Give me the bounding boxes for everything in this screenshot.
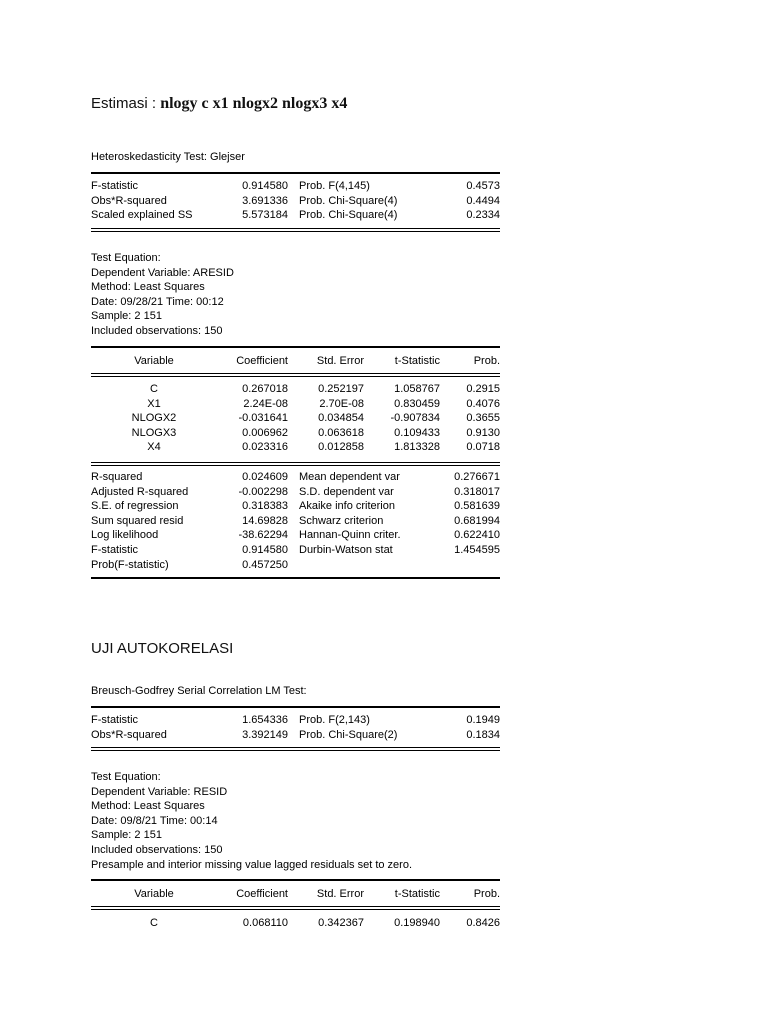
het-test-equation-info — [91, 251, 234, 339]
coefficient-value: 0.023316 — [242, 441, 288, 454]
std-error-value: 2.70E-08 — [319, 397, 364, 410]
variable-name: NLOGX2 — [131, 412, 177, 425]
summary-value: 0.318017 — [454, 485, 500, 498]
header-std-error: Std. Error — [316, 355, 364, 367]
summary-label: Adjusted R-squared — [91, 485, 189, 498]
header-prob: Prob. — [473, 355, 500, 367]
header-t-statistic: t-Statistic — [394, 888, 440, 900]
summary-label: R-squared — [91, 471, 143, 483]
summary-value: 0.318383 — [242, 500, 288, 513]
info-line: Dependent Variable: ARESID — [91, 266, 234, 279]
summary-label: F-statistic — [91, 544, 139, 556]
stat-label: F-statistic — [91, 714, 139, 726]
summary-label: Log likelihood — [91, 529, 159, 542]
prob-value: 0.4573 — [466, 180, 500, 192]
prob-label: Prob. Chi-Square(4) — [299, 194, 398, 207]
info-line: Dependent Variable: RESID — [91, 785, 228, 798]
info-line: Date: 09/8/21 Time: 00:14 — [91, 814, 218, 827]
rule — [91, 906, 500, 907]
rule — [91, 462, 500, 463]
summary-label: Hannan-Quinn criter. — [299, 529, 401, 542]
summary-label: S.E. of regression — [91, 500, 179, 513]
rule — [91, 750, 500, 751]
stat-value: 3.392149 — [242, 728, 288, 741]
summary-value: -38.62294 — [238, 529, 288, 542]
prob-value: 0.8426 — [466, 917, 500, 929]
header-coefficient: Coefficient — [236, 888, 288, 900]
prob-value: 0.9130 — [466, 426, 500, 439]
summary-value: 0.276671 — [454, 471, 500, 483]
summary-value: 14.69828 — [242, 514, 288, 527]
t-statistic-value: 0.109433 — [394, 426, 440, 439]
summary-label: Schwarz criterion — [299, 514, 384, 527]
header-prob: Prob. — [473, 888, 500, 900]
rule — [91, 577, 500, 579]
variable-name: C — [150, 917, 158, 929]
prob-value: 0.1834 — [466, 728, 500, 741]
t-statistic-value: 1.813328 — [394, 441, 440, 454]
summary-label: Akaike info criterion — [299, 500, 395, 513]
summary-value: 0.681994 — [454, 514, 500, 527]
t-statistic-value: 0.198940 — [394, 917, 440, 929]
bg-test-equation-info — [91, 770, 412, 872]
stat-value: 5.573184 — [242, 209, 288, 222]
info-line: Presample and interior missing value lagged residuals set to zero. — [91, 858, 412, 871]
coefficient-value: 2.24E-08 — [243, 397, 288, 410]
prob-value: 0.2334 — [466, 209, 500, 222]
coefficient-value: 0.068110 — [242, 917, 288, 929]
heading-estimasi — [91, 95, 347, 113]
coefficient-value: -0.031641 — [238, 412, 288, 425]
stat-label: Obs*R-squared — [91, 194, 167, 207]
summary-label: Sum squared resid — [91, 514, 184, 527]
heading-equation: nlogy c x1 nlogx2 nlogx3 x4 — [160, 95, 348, 112]
bg-test-title: Breusch-Godfrey Serial Correlation LM Test: — [91, 685, 307, 697]
heading-uji-autokorelasi: UJI AUTOKORELASI — [91, 640, 234, 657]
prob-value: 0.4076 — [466, 397, 500, 410]
header-std-error: Std. Error — [316, 888, 364, 900]
prob-label: Prob. Chi-Square(4) — [299, 209, 398, 222]
prob-value: 0.3655 — [466, 412, 500, 425]
header-t-statistic: t-Statistic — [394, 355, 440, 367]
coefficient-value: 0.267018 — [242, 383, 288, 395]
header-variable: Variable — [134, 888, 174, 900]
variable-name: NLOGX3 — [131, 426, 177, 439]
header-coefficient: Coefficient — [236, 355, 288, 367]
rule — [91, 879, 500, 881]
prob-value: 0.0718 — [466, 441, 500, 454]
rule — [91, 346, 500, 348]
t-statistic-value: 0.830459 — [394, 397, 440, 410]
stat-value: 0.914580 — [242, 180, 288, 192]
rule — [91, 706, 500, 708]
summary-value: 0.024609 — [242, 471, 288, 483]
stat-label: Obs*R-squared — [91, 728, 167, 741]
info-line: Sample: 2 151 — [91, 829, 162, 842]
std-error-value: 0.034854 — [318, 412, 364, 425]
prob-value: 0.2915 — [466, 383, 500, 395]
variable-name: C — [150, 383, 158, 395]
summary-value: 1.454595 — [454, 544, 500, 556]
info-line: Date: 09/28/21 Time: 00:12 — [91, 295, 224, 308]
summary-label: Prob(F-statistic) — [91, 558, 169, 571]
header-variable: Variable — [134, 355, 174, 367]
std-error-value: 0.342367 — [318, 917, 364, 929]
info-line: Test Equation: — [91, 771, 161, 783]
rule — [91, 373, 500, 374]
stat-value: 3.691336 — [242, 194, 288, 207]
rule — [91, 172, 500, 174]
prob-value: 0.4494 — [466, 194, 500, 207]
info-line: Included observations: 150 — [91, 324, 223, 337]
summary-value: 0.622410 — [454, 529, 500, 542]
stat-label: F-statistic — [91, 180, 139, 192]
heading-prefix: Estimasi : — [91, 95, 161, 112]
prob-label: Prob. Chi-Square(2) — [299, 728, 398, 741]
rule — [91, 909, 500, 910]
info-line: Included observations: 150 — [91, 843, 223, 856]
info-line: Sample: 2 151 — [91, 310, 162, 323]
stat-label: Scaled explained SS — [91, 209, 193, 222]
variable-name: X1 — [147, 397, 161, 410]
summary-value: -0.002298 — [238, 485, 288, 498]
stat-value: 1.654336 — [242, 714, 288, 726]
std-error-value: 0.012858 — [318, 441, 364, 454]
std-error-value: 0.252197 — [318, 383, 364, 395]
rule — [91, 231, 500, 232]
info-line: Test Equation: — [91, 252, 161, 264]
coefficient-value: 0.006962 — [242, 426, 288, 439]
rule — [91, 465, 500, 466]
info-line: Method: Least Squares — [91, 281, 205, 294]
rule — [91, 747, 500, 748]
het-test-title: Heteroskedasticity Test: Glejser — [91, 151, 245, 163]
prob-value: 0.1949 — [466, 714, 500, 726]
t-statistic-value: -0.907834 — [390, 412, 440, 425]
t-statistic-value: 1.058767 — [394, 383, 440, 395]
info-line: Method: Least Squares — [91, 800, 205, 813]
std-error-value: 0.063618 — [318, 426, 364, 439]
summary-value: 0.457250 — [242, 558, 288, 571]
summary-label: S.D. dependent var — [299, 485, 394, 498]
summary-value: 0.914580 — [242, 544, 288, 556]
rule — [91, 376, 500, 377]
summary-label: Durbin-Watson stat — [299, 544, 393, 556]
variable-name: X4 — [147, 441, 161, 454]
summary-label: Mean dependent var — [299, 471, 400, 483]
rule — [91, 228, 500, 229]
prob-label: Prob. F(2,143) — [299, 714, 370, 726]
prob-label: Prob. F(4,145) — [299, 180, 370, 192]
summary-value: 0.581639 — [454, 500, 500, 513]
